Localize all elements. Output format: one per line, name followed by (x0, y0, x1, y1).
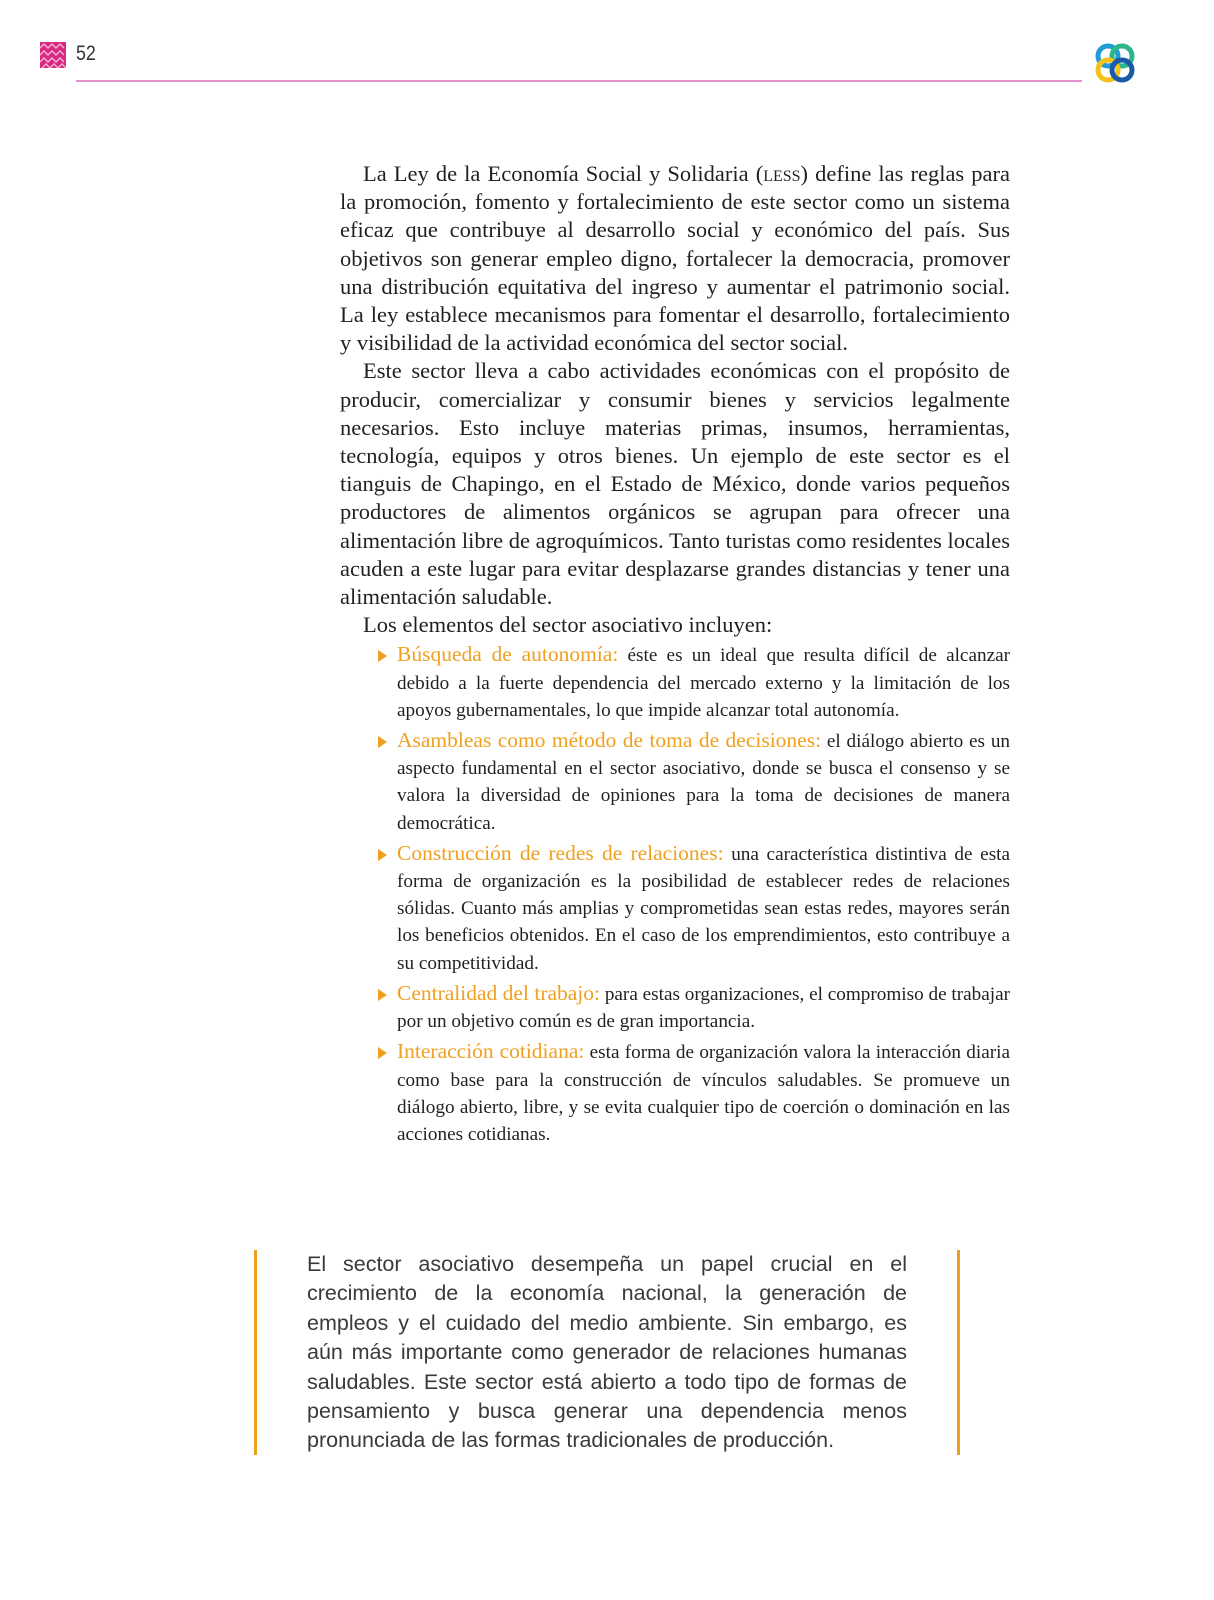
list-item-term: Búsqueda de autonomía: (397, 642, 619, 667)
list-item (397, 1038, 1010, 1148)
header-rule (76, 80, 1082, 82)
triangle-bullet-icon (378, 736, 387, 748)
list-item-term: Construcción de redes de relaciones: (397, 840, 724, 865)
list-item-term: Interacción cotidiana: (397, 1039, 585, 1064)
list-item (397, 980, 1010, 1035)
list-item-text: para estas organizaciones, el compromiso de trabajar por un objetivo común es de gran importancia. (397, 983, 1010, 1033)
triangle-bullet-icon (378, 849, 387, 861)
main-text (340, 160, 1010, 1151)
paragraph-text: ) define las reglas para la promoción, fomento y fortalecimiento de este sector como un sistema eficaz que contribuye al desarrollo social y económico del país. Sus objetivos son generar empleo digno, fortalecer la democracia, promover una distribución equitativa del ingreso y aumentar el patrimonio social. La ley establece mecanismos para fomentar el desarrollo, fortalecimiento y visibilidad de la actividad económica del sector social. (340, 161, 1010, 356)
abbreviation: less (763, 161, 801, 186)
page-number: 52 (76, 42, 96, 65)
paragraph (340, 160, 1010, 357)
list-item (397, 727, 1010, 837)
paragraph-text: La Ley de la Economía Social y Solidaria ( (363, 161, 764, 186)
list-item-text: esta forma de organización valora la interacción diaria como base para la construcción de vínculos saludables. Se promueve un diálogo abierto, libre, y se evita cualquier tipo de coerción o dominación en las acciones cotidianas. (397, 1042, 1010, 1145)
decorative-pattern-icon (40, 42, 66, 68)
callout-left-bar (254, 1250, 257, 1455)
list-item (397, 840, 1010, 977)
circles-logo-icon (1090, 38, 1140, 88)
callout-right-bar (957, 1250, 960, 1455)
list-item (397, 641, 1010, 724)
callout-text: El sector asociativo desempeña un papel crucial en el crecimiento de la economía nacional, la generación de empleos y el cuidado del medio ambiente. Sin embargo, es aún más importante como generador de relaciones humanas saludables. Este sector está abierto a todo tipo de formas de pensamiento y busca generar una dependencia menos pronunciada de las formas tradicionales de producción. (307, 1252, 907, 1453)
triangle-bullet-icon (378, 1047, 387, 1059)
paragraph: Este sector lleva a cabo actividades económicas con el propósito de producir, comercializar y consumir bienes y servicios legalmente necesarios. Esto incluye materias primas, insumos, herramientas, tecnología, equipos y otros bienes. Un ejemplo de este sector es el tianguis de Chapingo, en el Estado de México, donde varios pequeños productores de alimentos orgánicos se agrupan para ofrecer una alimentación libre de agroquímicos. Tanto turistas como residentes locales acuden a este lugar para evitar desplazarse grandes distancias y tener una alimentación saludable. (340, 358, 1010, 610)
paragraph: Los elementos del sector asociativo incluyen: (363, 612, 773, 638)
page-header (0, 0, 1214, 100)
callout-box (254, 1250, 960, 1455)
elements-list (340, 641, 1010, 1148)
list-item-text: una característica distintiva de esta forma de organización es la posibilidad de establecer redes de relaciones sólidas. Cuanto más amplias y comprometidas sean estas redes, mayores serán los beneficios obtenidos. En el caso de los emprendimientos, esto contribuye a su competitividad. (397, 843, 1011, 974)
list-item-text: éste es un ideal que resulta difícil de alcanzar debido a la fuerte dependencia del mercado externo y la limitación de los apoyos gubernamentales, lo que impide alcanzar total autonomía. (397, 645, 1010, 721)
triangle-bullet-icon (378, 650, 387, 662)
list-item-term: Centralidad del trabajo: (397, 980, 601, 1005)
triangle-bullet-icon (378, 989, 387, 1001)
list-item-text: el diálogo abierto es un aspecto fundamental en el sector asociativo, donde se busca el consenso y se valora la diversidad de opiniones para la toma de decisiones de manera democrática. (397, 731, 1011, 834)
list-item-term: Asambleas como método de toma de decisiones: (397, 728, 822, 753)
